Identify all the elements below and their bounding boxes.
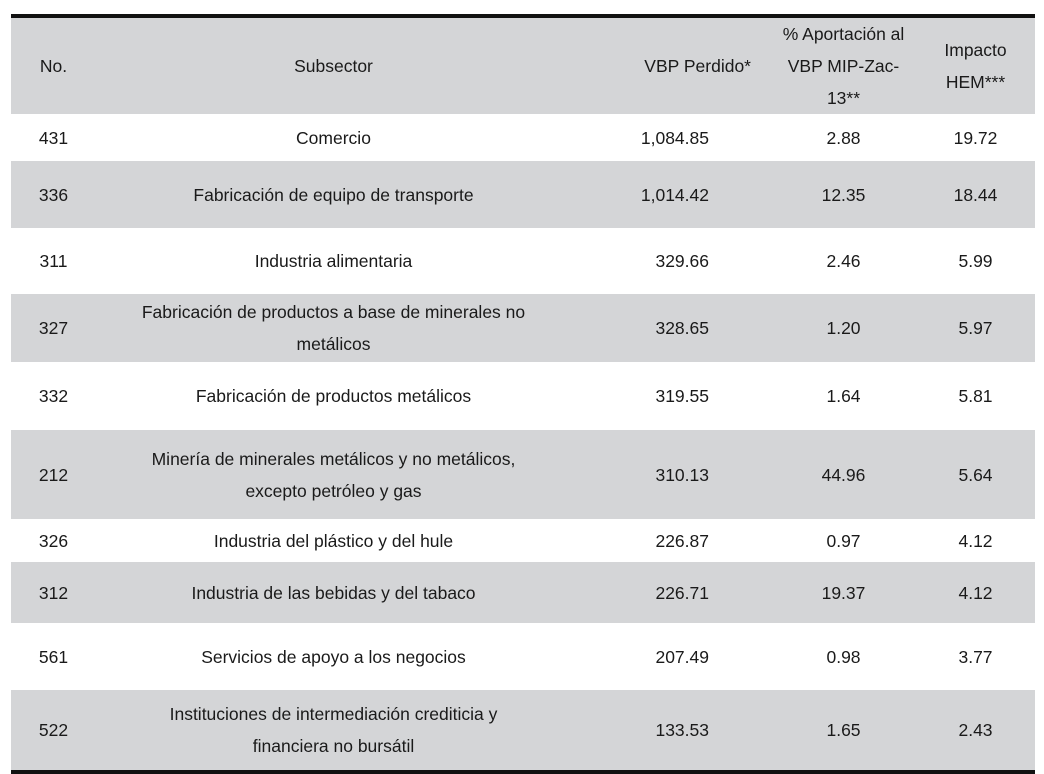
table-row [11,623,1035,690]
header-imp-line1: Impacto [944,40,1007,60]
cell-no: 312 [38,582,69,603]
header-pct-line2: VBP MIP-Zac-13** [787,56,900,108]
table-header-row [11,18,1035,114]
cell-subsector [96,623,571,690]
table-row [11,114,1035,161]
cell-subsector [96,562,571,623]
subsector-line: metálicos [296,334,371,354]
cell-impacto: 3.77 [958,646,993,667]
cell-no: 561 [38,646,69,667]
subsector-table [11,18,1035,770]
cell-no: 522 [38,720,69,740]
cell-subsector [96,362,571,430]
header-subsector: Subsector [294,56,373,76]
cell-subsector [96,161,571,228]
subsector-line: Industria alimentaria [254,251,413,271]
cell-pct: 0.98 [826,646,861,667]
table-row [11,161,1035,228]
subsector-line: Minería de minerales metálicos y no metálicos, [151,448,516,469]
cell-vbp: 329.66 [655,251,709,271]
table-row [11,690,1035,770]
subsector-table-frame [11,14,1035,774]
cell-pct: 1.65 [826,720,861,740]
cell-subsector [96,228,571,294]
cell-vbp: 226.87 [655,530,709,551]
cell-vbp: 207.49 [655,646,709,667]
table-row [11,430,1035,519]
cell-vbp: 226.71 [655,582,709,603]
table-row [11,228,1035,294]
cell-pct: 44.96 [821,464,866,485]
cell-vbp: 1,084.85 [640,127,709,148]
cell-no: 326 [38,530,69,551]
cell-vbp: 1,014.42 [640,184,709,205]
subsector-line: Servicios de apoyo a los negocios [201,646,466,667]
subsector-line: financiera no bursátil [252,736,415,756]
cell-subsector [96,519,571,562]
table-row [11,294,1035,362]
subsector-line: Industria del plástico y del hule [213,530,454,551]
cell-vbp: 328.65 [655,318,709,338]
header-imp-line2: HEM*** [945,72,1006,92]
cell-impacto: 18.44 [953,184,998,205]
cell-impacto: 5.81 [958,386,993,406]
cell-impacto: 19.72 [953,127,998,148]
table-row [11,562,1035,623]
cell-pct: 2.46 [826,251,861,271]
cell-impacto: 2.43 [958,720,993,740]
subsector-line: Fabricación de productos metálicos [195,386,472,406]
subsector-line: Comercio [296,127,371,148]
subsector-line: Fabricación de productos a base de minerales no [141,302,526,322]
cell-no: 336 [38,184,69,205]
cell-pct: 2.88 [826,127,861,148]
cell-impacto: 4.12 [958,582,993,603]
cell-impacto: 5.64 [958,464,993,485]
cell-no: 431 [38,127,69,148]
subsector-line: Fabricación de equipo de transporte [193,184,474,205]
subsector-line: excepto petróleo y gas [245,480,422,501]
cell-impacto: 5.99 [958,251,993,271]
bottom-rule [11,770,1035,774]
header-pct-aportacion [771,18,916,114]
cell-pct: 19.37 [821,582,866,603]
cell-no: 212 [38,464,69,485]
header-vbp-perdido: VBP Perdido* [644,56,751,76]
header-pct-line1: % Aportación al [782,24,905,44]
table-row [11,519,1035,562]
cell-pct: 12.35 [821,184,866,205]
subsector-line: Instituciones de intermediación crediticia y [169,704,498,724]
cell-vbp: 133.53 [655,720,709,740]
cell-no: 332 [38,386,69,406]
table-row [11,362,1035,430]
cell-subsector [96,294,571,362]
subsector-line: Industria de las bebidas y del tabaco [191,582,476,603]
cell-vbp: 319.55 [655,386,709,406]
cell-no: 311 [39,251,68,271]
cell-impacto: 4.12 [958,530,993,551]
cell-pct: 0.97 [826,530,861,551]
header-no: No. [39,56,68,76]
cell-subsector [96,430,571,519]
cell-no: 327 [38,318,69,338]
cell-vbp: 310.13 [655,464,709,485]
cell-impacto: 5.97 [958,318,993,338]
cell-subsector [96,690,571,770]
header-impacto-hem [916,18,1035,114]
cell-pct: 1.20 [826,318,861,338]
cell-pct: 1.64 [826,386,861,406]
cell-subsector [96,114,571,161]
